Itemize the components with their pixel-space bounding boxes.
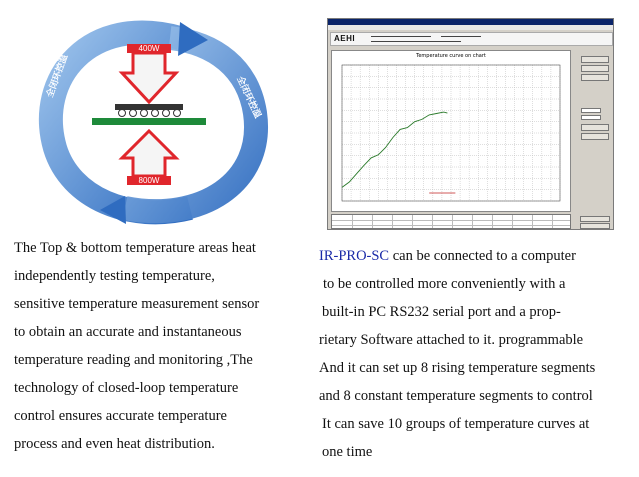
product-name: IR-PRO-SC bbox=[319, 248, 390, 264]
panel-button-3[interactable] bbox=[581, 74, 609, 81]
panel-field-1[interactable] bbox=[581, 108, 601, 113]
pcb-holder bbox=[115, 104, 183, 110]
right-line-1-rest: can be connected to a computer bbox=[389, 248, 576, 264]
table-button-1[interactable] bbox=[580, 216, 610, 222]
right-line-4: rietary Software attached to it. programmable bbox=[319, 332, 584, 348]
left-line-6: technology of closed-loop temperature bbox=[14, 380, 239, 396]
right-line-1 bbox=[319, 242, 595, 270]
left-line-2: independently testing temperature, bbox=[14, 268, 215, 284]
left-line-4: to obtain an accurate and instantaneous bbox=[14, 324, 242, 340]
panel-button-5[interactable] bbox=[581, 133, 609, 140]
left-line-3: sensitive temperature measurement sensor bbox=[14, 296, 260, 312]
chart-plot-area bbox=[332, 51, 570, 211]
right-description bbox=[319, 242, 595, 466]
window-menubar bbox=[328, 25, 613, 30]
app-logo: AEHI bbox=[334, 34, 356, 43]
panel-button-4[interactable] bbox=[581, 124, 609, 131]
right-line-3: built-in PC RS232 serial port and a prop- bbox=[322, 304, 561, 320]
software-screenshot bbox=[327, 18, 614, 230]
panel-button-2[interactable] bbox=[581, 65, 609, 72]
left-description bbox=[14, 234, 259, 458]
closed-loop-heating-diagram bbox=[30, 18, 280, 228]
diagram-graphic bbox=[30, 18, 280, 228]
bottom-power-label: 800W bbox=[138, 176, 160, 185]
segment-table bbox=[331, 214, 571, 229]
right-line-6: and 8 constant temperature segments to control bbox=[319, 388, 593, 404]
top-heater-arrow bbox=[122, 53, 176, 102]
bottom-heater-arrow bbox=[122, 131, 176, 176]
right-line-7: It can save 10 groups of temperature curves at bbox=[322, 416, 590, 432]
chart-title: Temperature curve on chart bbox=[416, 53, 486, 59]
left-line-8: process and even heat distribution. bbox=[14, 436, 215, 452]
temperature-curve bbox=[342, 112, 447, 187]
panel-button-1[interactable] bbox=[581, 56, 609, 63]
panel-field-2[interactable] bbox=[581, 115, 601, 120]
table-button-2[interactable] bbox=[580, 223, 610, 229]
left-arc-label: 全闭环控温 bbox=[45, 53, 71, 100]
temperature-chart bbox=[331, 50, 571, 212]
right-line-5: And it can set up 8 rising temperature segments bbox=[319, 360, 596, 376]
app-header bbox=[330, 32, 613, 46]
right-arc-label: 全闭环控温 bbox=[234, 75, 263, 121]
left-line-5: temperature reading and monitoring ,The bbox=[14, 352, 253, 368]
left-line-7: control ensures accurate temperature bbox=[14, 408, 227, 424]
control-panel bbox=[573, 50, 613, 212]
right-line-8: one time bbox=[322, 444, 373, 460]
right-line-2: to be controlled more conveniently with a bbox=[323, 276, 566, 292]
left-line-1: The Top & bottom temperature areas heat bbox=[14, 240, 256, 256]
pcb-board bbox=[92, 118, 206, 125]
top-power-label: 400W bbox=[138, 44, 160, 53]
